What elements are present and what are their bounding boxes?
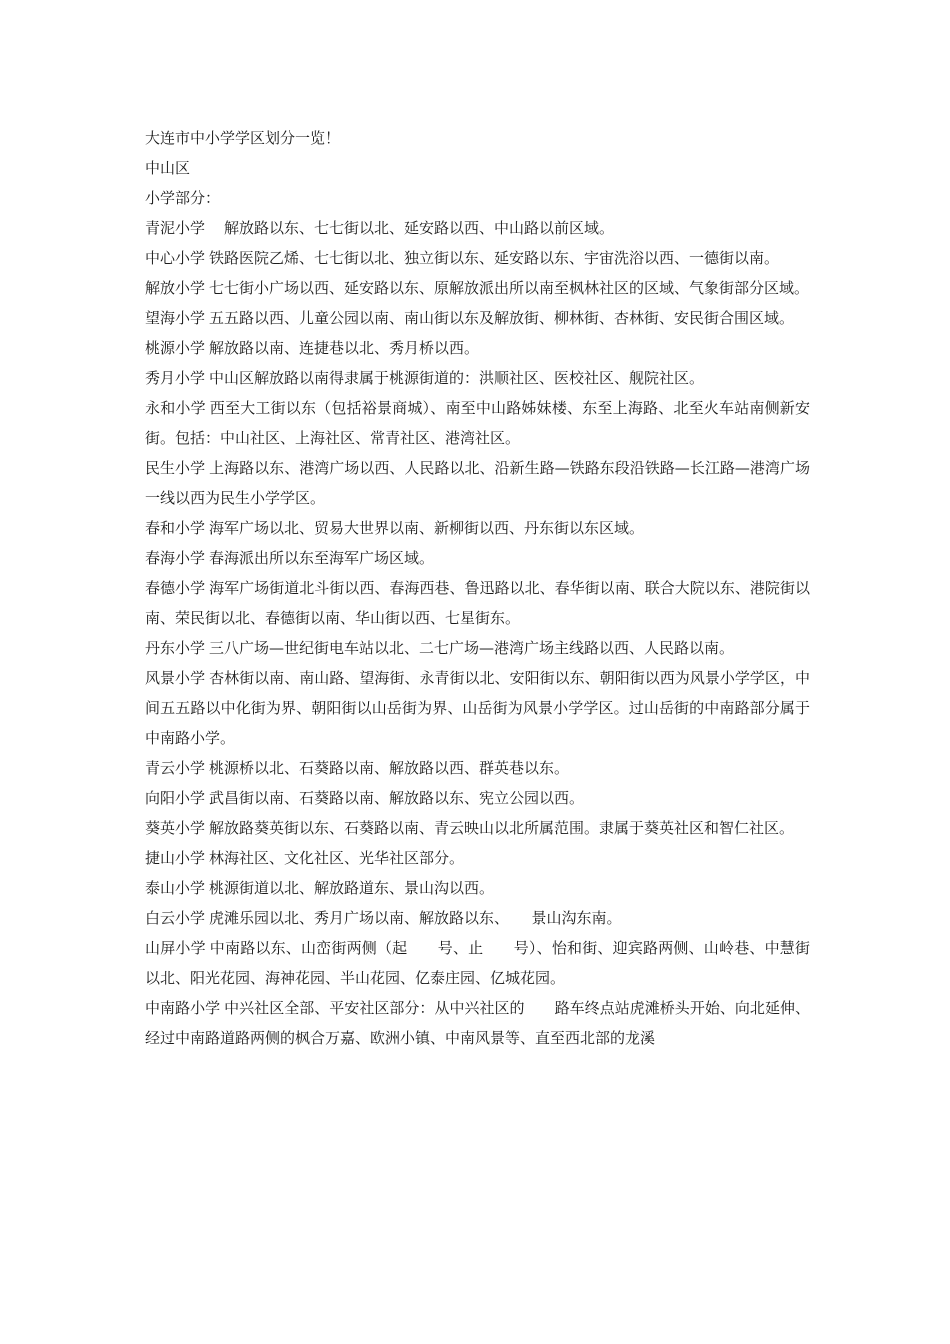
school-entry bbox=[145, 783, 810, 813]
school-name: 望海小学 bbox=[145, 309, 206, 327]
school-entry bbox=[145, 663, 810, 753]
document-title: 大连市中小学学区划分一览！ bbox=[145, 129, 341, 147]
school-entry bbox=[145, 633, 810, 663]
school-entry bbox=[145, 333, 810, 363]
school-zone: 五五路以西、儿童公园以南、南山街以东及解放街、柳林街、杏林街、安民街合围区域。 bbox=[209, 309, 795, 327]
school-entry bbox=[145, 753, 810, 783]
school-entry bbox=[145, 393, 810, 453]
district-heading: 中山区 bbox=[145, 159, 191, 177]
school-entry bbox=[145, 813, 810, 843]
school-name: 春德小学 bbox=[145, 579, 206, 597]
school-entry bbox=[145, 513, 810, 543]
school-name: 桃源小学 bbox=[145, 339, 206, 357]
school-zone: 春海派出所以东至海军广场区域。 bbox=[209, 549, 435, 567]
school-name: 向阳小学 bbox=[145, 789, 206, 807]
school-zone: 杏林街以南、南山路、望海街、永青街以北、安阳街以东、朝阳街以西为风景小学学区，中间五五路以中化街为界、朝阳街以山岳街为界、山岳街为风景小学学区。过山岳街的中南路部分属于中南路小学。 bbox=[145, 669, 810, 747]
school-zone: 武昌街以南、石葵路以南、解放路以东、宪立公园以西。 bbox=[209, 789, 585, 807]
school-entry bbox=[145, 303, 810, 333]
school-name: 春海小学 bbox=[145, 549, 206, 567]
school-zone: 海军广场以北、贸易大世界以南、新柳街以西、丹东街以东区域。 bbox=[209, 519, 645, 537]
section-heading: 小学部分： bbox=[145, 189, 221, 207]
school-zone: 上海路以东、港湾广场以西、人民路以北、沿新生路—铁路东段沿铁路—长江路—港湾广场一线以西为民生小学学区。 bbox=[145, 459, 810, 507]
school-name: 青泥小学 bbox=[145, 219, 206, 237]
school-name: 中南路小学 bbox=[145, 999, 221, 1017]
school-name: 泰山小学 bbox=[145, 879, 206, 897]
school-entry bbox=[145, 933, 810, 993]
school-zone: 桃源街道以北、解放路道东、景山沟以西。 bbox=[209, 879, 495, 897]
school-entry bbox=[145, 243, 810, 273]
school-name: 解放小学 bbox=[145, 279, 206, 297]
school-name: 葵英小学 bbox=[145, 819, 206, 837]
school-entry bbox=[145, 213, 810, 243]
school-name: 永和小学 bbox=[145, 399, 206, 417]
school-entry bbox=[145, 363, 810, 393]
school-name: 白云小学 bbox=[145, 909, 206, 927]
school-zone: 虎滩乐园以北、秀月广场以南、解放路以东、 景山沟东南。 bbox=[209, 909, 622, 927]
school-zone: 中兴社区全部、平安社区部分：从中兴社区的 路车终点站虎滩桥头开始、向北延伸、经过中南路道路两侧的枫合万嘉、欧洲小镇、中南风景等、直至西北部的龙溪 bbox=[145, 999, 810, 1047]
school-zone: 解放路以东、七七街以北、延安路以西、中山路以前区域。 bbox=[209, 219, 615, 237]
school-zone: 铁路医院乙烯、七七街以北、独立街以东、延安路以东、宇宙洗浴以西、一德街以南。 bbox=[209, 249, 780, 267]
school-zone: 七七街小广场以西、延安路以东、原解放派出所以南至枫林社区的区域、气象街部分区域。 bbox=[209, 279, 810, 297]
school-name: 青云小学 bbox=[145, 759, 206, 777]
school-name: 民生小学 bbox=[145, 459, 206, 477]
school-name: 山屏小学 bbox=[145, 939, 206, 957]
school-zone: 解放路以南、连捷巷以北、秀月桥以西。 bbox=[209, 339, 480, 357]
school-zone: 桃源桥以北、石葵路以南、解放路以西、群英巷以东。 bbox=[209, 759, 570, 777]
school-entry bbox=[145, 903, 810, 933]
school-name: 中心小学 bbox=[145, 249, 206, 267]
school-name: 捷山小学 bbox=[145, 849, 206, 867]
school-entry bbox=[145, 273, 810, 303]
school-name: 秀月小学 bbox=[145, 369, 206, 387]
school-entry bbox=[145, 993, 810, 1053]
school-entry bbox=[145, 843, 810, 873]
school-zone: 中南路以东、山峦街两侧（起 号、止 号）、怡和街、迎宾路两侧、山岭巷、中慧街以北、阳光花园、海神花园、半山花园、亿泰庄园、亿城花园。 bbox=[145, 939, 810, 987]
document-page bbox=[145, 123, 810, 1053]
school-entry bbox=[145, 453, 810, 513]
school-entry bbox=[145, 543, 810, 573]
school-zone: 解放路葵英街以东、石葵路以南、青云映山以北所属范围。隶属于葵英社区和智仁社区。 bbox=[209, 819, 795, 837]
school-entry bbox=[145, 873, 810, 903]
school-zone: 林海社区、文化社区、光华社区部分。 bbox=[209, 849, 465, 867]
school-name: 丹东小学 bbox=[145, 639, 206, 657]
school-name: 风景小学 bbox=[145, 669, 206, 687]
school-entry bbox=[145, 573, 810, 633]
school-name: 春和小学 bbox=[145, 519, 206, 537]
school-zone: 海军广场街道北斗街以西、春海西巷、鲁迅路以北、春华街以南、联合大院以东、港院街以南、荣民街以北、春德街以南、华山街以西、七星街东。 bbox=[145, 579, 810, 627]
school-zone: 三八广场—世纪街电车站以北、二七广场—港湾广场主线路以西、人民路以南。 bbox=[209, 639, 735, 657]
school-zone: 西至大工街以东（包括裕景商城）、南至中山路姊妹楼、东至上海路、北至火车站南侧新安街。包括：中山社区、上海社区、常青社区、港湾社区。 bbox=[145, 399, 810, 447]
school-zone: 中山区解放路以南得隶属于桃源街道的：洪顺社区、医校社区、舰院社区。 bbox=[209, 369, 705, 387]
